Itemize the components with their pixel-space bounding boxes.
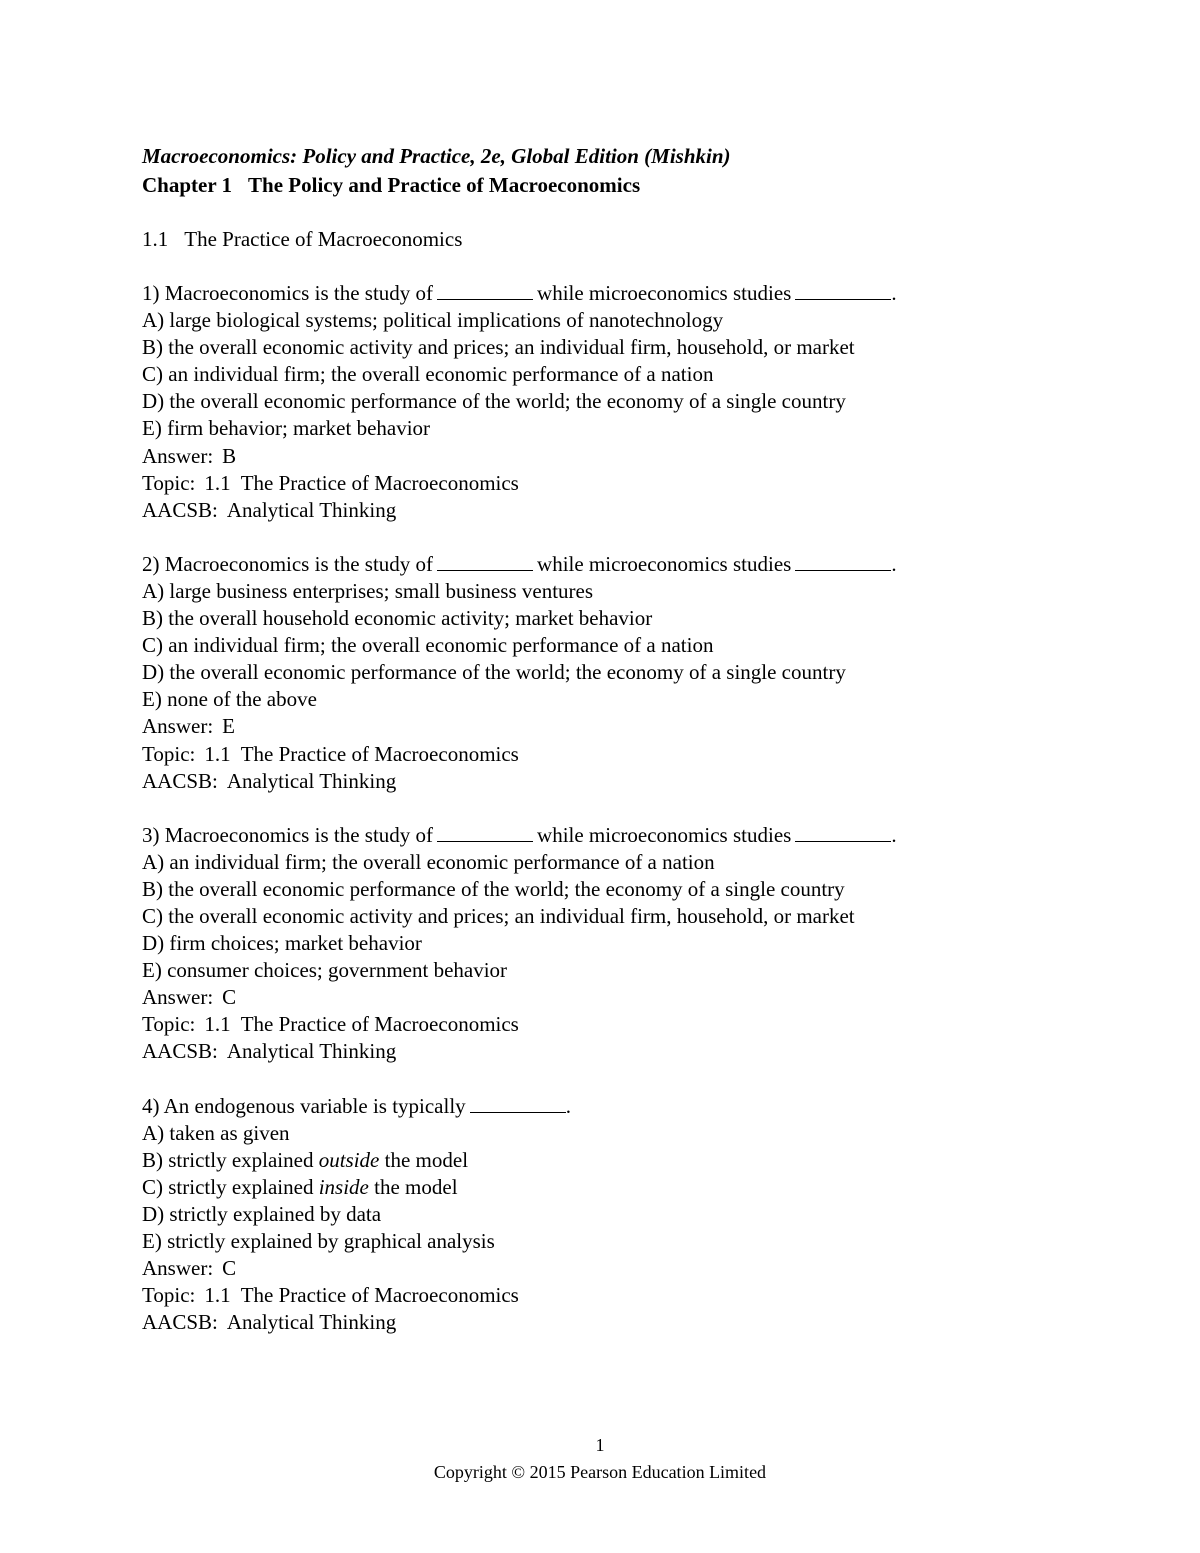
answer-value: B xyxy=(222,443,237,468)
topic-label: Topic: xyxy=(142,741,196,766)
option-c: C) an individual firm; the overall economic performance of a nation xyxy=(142,362,714,387)
question-3 xyxy=(142,822,1082,1066)
stem-mid: while microeconomics studies xyxy=(537,551,792,576)
aacsb-label: AACSB: xyxy=(142,497,218,522)
question-stem xyxy=(142,280,1082,307)
option-emphasis: inside xyxy=(318,1174,369,1199)
question-1 xyxy=(142,280,1082,524)
aacsb-value: Analytical Thinking xyxy=(226,497,397,522)
stem-start: 1) Macroeconomics is the study of xyxy=(142,281,434,305)
aacsb-value: Analytical Thinking xyxy=(226,768,397,793)
option-c xyxy=(142,1174,1082,1201)
answer-blank xyxy=(795,280,891,300)
answer-label: Answer: xyxy=(142,985,214,1010)
stem-start: 3) Macroeconomics is the study of xyxy=(142,822,434,847)
section-title: The Practice of Macroeconomics xyxy=(184,227,463,251)
section-heading xyxy=(142,226,1082,253)
option-emphasis: outside xyxy=(318,1147,380,1172)
aacsb-label: AACSB: xyxy=(142,1039,218,1064)
stem-end: . xyxy=(891,822,897,847)
answer-label: Answer: xyxy=(142,714,214,739)
option-b: B) the overall economic performance of the world; the economy of a single country xyxy=(142,876,845,901)
answer-blank xyxy=(795,822,891,842)
aacsb-value: Analytical Thinking xyxy=(226,1039,397,1064)
stem-start: 2) Macroeconomics is the study of xyxy=(142,551,434,576)
stem-end: . xyxy=(891,281,897,305)
option-text: B) strictly explained xyxy=(142,1147,319,1172)
aacsb-line xyxy=(142,497,1082,524)
answer-blank xyxy=(437,551,533,571)
option-a: A) large biological systems; political implications of nanotechnology xyxy=(142,308,724,333)
chapter-label: Chapter 1 xyxy=(142,173,233,197)
topic-line xyxy=(142,741,1082,768)
option-e: E) none of the above xyxy=(142,687,317,712)
answer-value: E xyxy=(222,714,235,739)
option-e: E) strictly explained by graphical analysis xyxy=(142,1229,495,1253)
option-b: B) the overall household economic activity; market behavior xyxy=(142,606,653,631)
stem-end: . xyxy=(565,1093,571,1118)
stem-start: 4) An endogenous variable is typically xyxy=(142,1093,466,1118)
question-stem xyxy=(142,551,1082,578)
answer-label: Answer: xyxy=(142,1256,214,1281)
chapter-title xyxy=(142,172,1082,199)
option-d: D) strictly explained by data xyxy=(142,1201,382,1226)
option-a: A) taken as given xyxy=(142,1120,290,1145)
answer-blank xyxy=(437,280,533,300)
option-d: D) the overall economic performance of the world; the economy of a single country xyxy=(142,660,846,685)
topic-line xyxy=(142,470,1082,497)
option-b xyxy=(142,1147,1082,1174)
option-c: C) the overall economic activity and prices; an individual firm, household, or market xyxy=(142,903,855,928)
topic-label: Topic: xyxy=(142,470,196,495)
book-title: Macroeconomics: Policy and Practice, 2e, Global Edition (Mishkin) xyxy=(142,144,731,168)
answer-blank xyxy=(470,1093,566,1113)
section-number: 1.1 xyxy=(142,227,169,251)
answer-line xyxy=(142,713,1082,740)
question-stem xyxy=(142,822,1082,849)
aacsb-line xyxy=(142,768,1082,795)
option-a: A) an individual firm; the overall economic performance of a nation xyxy=(142,849,715,874)
aacsb-line xyxy=(142,1309,1082,1336)
answer-line xyxy=(142,984,1082,1011)
topic-value: 1.1 The Practice of Macroeconomics xyxy=(204,1012,519,1037)
answer-value: C xyxy=(222,1256,237,1281)
page-content xyxy=(142,140,1082,1336)
stem-end: . xyxy=(891,551,897,576)
option-a: A) large business enterprises; small business ventures xyxy=(142,578,594,603)
stem-mid: while microeconomics studies xyxy=(537,281,792,305)
topic-value: 1.1 The Practice of Macroeconomics xyxy=(204,1283,519,1308)
answer-label: Answer: xyxy=(142,443,214,468)
answer-line xyxy=(142,1255,1082,1282)
option-text: the model xyxy=(368,1174,458,1199)
aacsb-line xyxy=(142,1038,1082,1065)
question-2 xyxy=(142,551,1082,795)
topic-value: 1.1 The Practice of Macroeconomics xyxy=(204,741,519,766)
option-text: C) strictly explained xyxy=(142,1174,319,1199)
topic-line xyxy=(142,1282,1082,1309)
option-text: the model xyxy=(379,1147,469,1172)
answer-blank xyxy=(437,822,533,842)
answer-line xyxy=(142,443,1082,470)
option-d: D) firm choices; market behavior xyxy=(142,931,422,956)
option-e: E) firm behavior; market behavior xyxy=(142,416,431,441)
page-number: 1 xyxy=(595,1435,605,1455)
question-4 xyxy=(142,1093,1082,1337)
topic-label: Topic: xyxy=(142,1012,196,1037)
option-d: D) the overall economic performance of the world; the economy of a single country xyxy=(142,389,846,414)
option-c: C) an individual firm; the overall economic performance of a nation xyxy=(142,633,714,658)
chapter-name: The Policy and Practice of Macroeconomics xyxy=(248,173,641,197)
topic-label: Topic: xyxy=(142,1283,196,1308)
answer-blank xyxy=(795,551,891,571)
aacsb-label: AACSB: xyxy=(142,1310,218,1335)
option-e: E) consumer choices; government behavior xyxy=(142,958,508,983)
stem-mid: while microeconomics studies xyxy=(537,822,792,847)
option-b: B) the overall economic activity and prices; an individual firm, household, or market xyxy=(142,335,855,360)
question-stem xyxy=(142,1093,1082,1120)
aacsb-value: Analytical Thinking xyxy=(226,1310,397,1335)
aacsb-label: AACSB: xyxy=(142,768,218,793)
topic-value: 1.1 The Practice of Macroeconomics xyxy=(204,470,519,495)
topic-line xyxy=(142,1011,1082,1038)
copyright-notice: Copyright © 2015 Pearson Education Limited xyxy=(433,1462,767,1482)
answer-value: C xyxy=(222,985,237,1010)
